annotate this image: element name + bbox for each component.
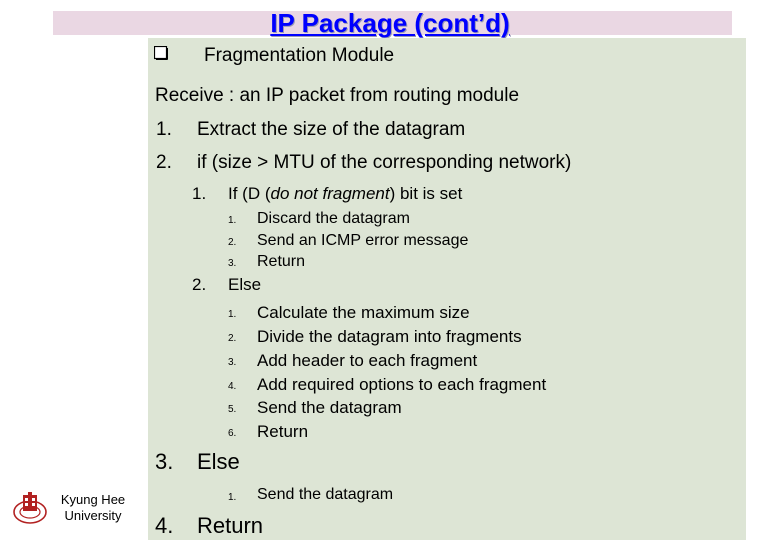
university-name-line1: Kyung Hee [60, 492, 126, 507]
step-text: if (size > MTU of the corresponding network) [197, 152, 572, 173]
step-text: Extract the size of the datagram [197, 119, 466, 140]
slide-title: IP Package (cont’d) [270, 8, 510, 38]
step-number: 2. [156, 152, 172, 173]
item-text: Discard the datagram [257, 210, 410, 227]
item-number: 1. [228, 309, 237, 320]
item-number: 3. [228, 357, 237, 368]
item-text: Send the datagram [257, 398, 402, 417]
intro-line: Receive : an IP packet from routing module [155, 85, 520, 106]
item-text: Add required options to each fragment [257, 375, 547, 394]
item-number: 5. [228, 404, 237, 415]
university-logo-icon [12, 490, 48, 526]
substep-text [228, 184, 462, 204]
item-text: Divide the datagram into fragments [257, 327, 522, 346]
substep-text-italic: do not fragment [270, 184, 390, 203]
module-heading: Fragmentation Module [204, 45, 395, 66]
substep-number: 1. [192, 184, 207, 203]
item-number: 4. [228, 381, 237, 392]
item-text: Add header to each fragment [257, 351, 478, 370]
substep-number: 2. [192, 275, 207, 294]
university-name [50, 492, 136, 524]
step-text: Return [197, 513, 264, 538]
item-number: 3. [228, 258, 237, 269]
item-text: Send an ICMP error message [257, 232, 469, 249]
step-number: 3. [155, 449, 174, 474]
item-number: 1. [228, 492, 237, 503]
item-text: Calculate the maximum size [257, 303, 470, 322]
item-text: Return [257, 422, 309, 441]
step-text: Else [197, 449, 240, 474]
item-number: 1. [228, 215, 237, 226]
step-number: 4. [155, 513, 174, 538]
step-number: 1. [156, 119, 172, 140]
item-text: Send the datagram [257, 486, 394, 503]
university-name-line2: University [64, 508, 122, 523]
substep-text-post: ) bit is set [389, 184, 463, 203]
square-bullet-icon [154, 46, 168, 60]
substep-text: Else [228, 275, 262, 294]
item-text: Return [257, 253, 306, 270]
item-number: 2. [228, 237, 237, 248]
item-number: 6. [228, 428, 237, 439]
item-number: 2. [228, 333, 237, 344]
substep-text-pre: If (D ( [228, 184, 271, 203]
